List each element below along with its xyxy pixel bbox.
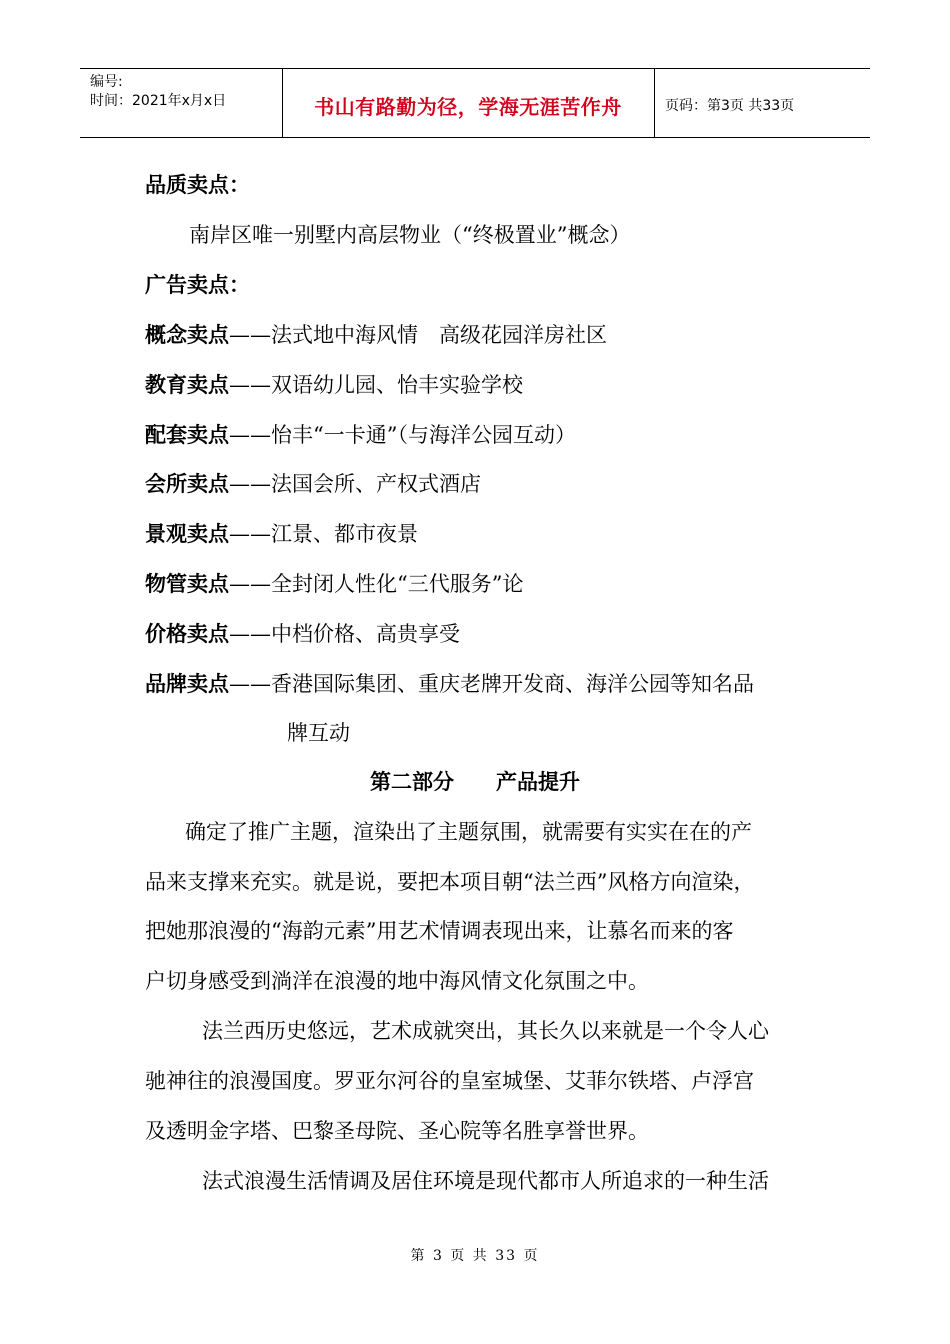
selling-point (145, 421, 576, 449)
selling-point-text: ——中档价格、高贵享受 (229, 622, 460, 646)
serial-number-label: 编号: (90, 74, 123, 90)
selling-point-text: ——法国会所、产权式酒店 (229, 472, 481, 496)
selling-point-label: 物管卖点 (145, 572, 229, 596)
selling-point-label: 景观卖点 (145, 522, 229, 546)
paragraph-line: 驰神往的浪漫国度。罗亚尔河谷的皇室城堡、艾菲尔铁塔、卢浮宫 (145, 1069, 754, 1093)
paragraph-line: 确定了推广主题，渲染出了主题氛围，就需要有实实在在的产 (185, 820, 752, 844)
paragraph-line: 把她那浪漫的“海韵元素”用艺术情调表现出来，让慕名而来的客 (145, 919, 734, 943)
paragraph-line: 品来支撑来充实。就是说，要把本项目朝“法兰西”风格方向渲染， (145, 870, 755, 894)
selling-point (145, 620, 460, 648)
header-meta-cell (80, 69, 283, 137)
quality-heading: 品质卖点： (145, 173, 250, 197)
page-header (80, 68, 870, 138)
selling-point-label: 概念卖点 (145, 323, 229, 347)
paragraph-line: 及透明金字塔、巴黎圣母院、圣心院等名胜享誉世界。 (145, 1119, 649, 1143)
selling-point (145, 670, 754, 698)
brand-point-continuation: 牌互动 (287, 721, 350, 745)
selling-point-label: 品牌卖点 (145, 672, 229, 696)
selling-point (145, 321, 607, 349)
date-label: 时间：2021年x月x日 (90, 93, 227, 109)
ad-heading: 广告卖点： (145, 273, 250, 297)
header-motto: 书山有路勤为径，学海无涯苦作舟 (314, 95, 622, 119)
selling-point-label: 配套卖点 (145, 423, 229, 447)
selling-point-label: 价格卖点 (145, 622, 229, 646)
paragraph-line: 法式浪漫生活情调及居住环境是现代都市人所追求的一种生活 (202, 1169, 769, 1193)
header-page-cell (655, 69, 870, 137)
quality-text: 南岸区唯一别墅内高层物业（“终极置业”概念） (189, 223, 631, 247)
selling-point (145, 520, 418, 548)
header-page-info: 页码：第3页 共33页 (665, 98, 795, 114)
page-footer: 第 3 页 共 33 页 (410, 1248, 540, 1264)
selling-point-text: ——双语幼儿园、怡丰实验学校 (229, 373, 523, 397)
paragraph-line: 户切身感受到淌洋在浪漫的地中海风情文化氛围之中。 (145, 969, 649, 993)
selling-point-text: ——法式地中海风情 高级花园洋房社区 (229, 323, 607, 347)
selling-point-label: 教育卖点 (145, 373, 229, 397)
selling-point-text: ——香港国际集团、重庆老牌开发商、海洋公园等知名品 (229, 672, 754, 696)
selling-point-label: 会所卖点 (145, 472, 229, 496)
selling-point (145, 570, 523, 598)
selling-point (145, 371, 523, 399)
header-motto-cell (282, 69, 655, 137)
selling-point-text: ——江景、都市夜景 (229, 522, 418, 546)
paragraph-line: 法兰西历史悠远，艺术成就突出，其长久以来就是一个令人心 (202, 1019, 769, 1043)
selling-point (145, 470, 481, 498)
selling-point-text: ——怡丰“一卡通”（与海洋公园互动） (229, 423, 576, 447)
section-title: 第二部分 产品提升 (370, 770, 580, 794)
selling-point-text: ——全封闭人性化“三代服务”论 (229, 572, 524, 596)
